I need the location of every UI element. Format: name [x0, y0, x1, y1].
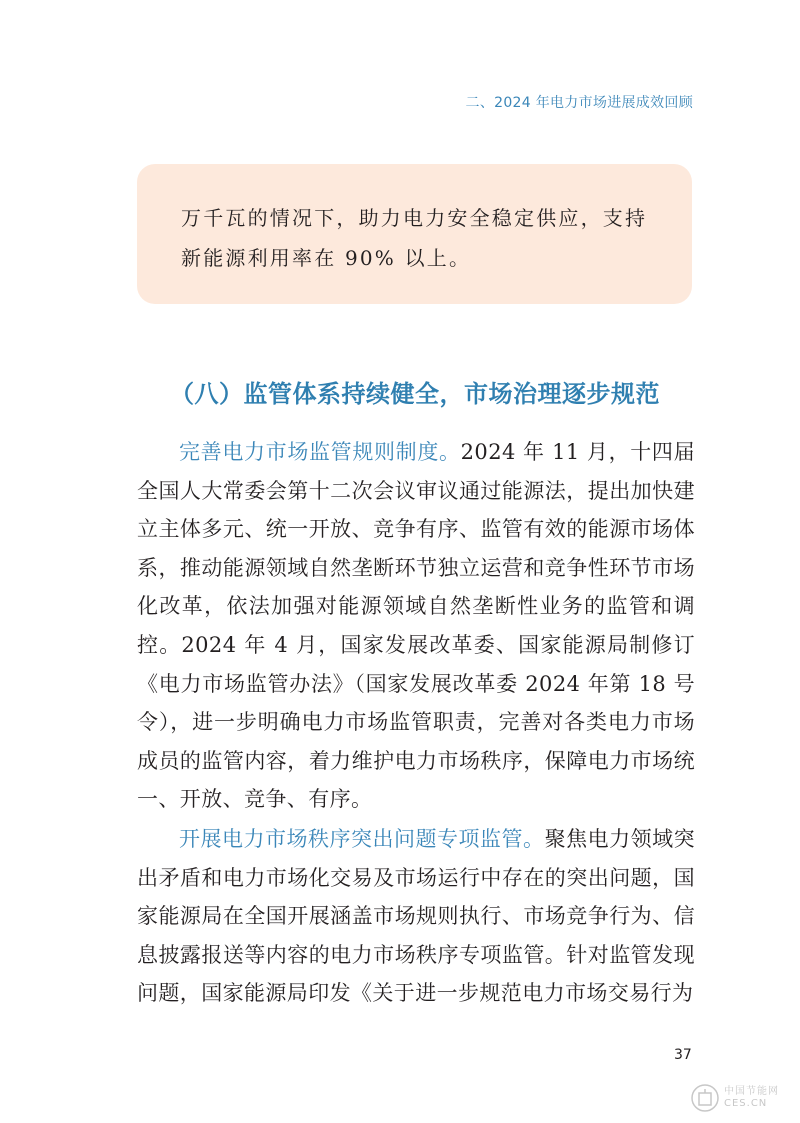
watermark-logo-icon	[690, 1083, 720, 1113]
paragraph-body: 2024 年 11 月，十四届全国人大常委会第十二次会议审议通过能源法，提出加快建立主体多元、统一开放、竞争有序、监管有效的能源市场体系，推动能源领域自然垄断环节独立运营和竞争性环节市场化改革，依法加强对能源领域自然垄断性业务的监管和调控。2024 年 4 月，国家发展改革委、国家能源局制修订《电力市场监管办法》（国家发展改革委 2024 年第 18 号令），进一步明确电力市场监管职责，完善对各类电力市场成员的监管内容，着力维护电力市场秩序，保障电力市场统一、开放、竞争、有序。	[137, 440, 695, 812]
running-header: 二、2024 年电力市场进展成效回顾	[465, 95, 693, 111]
callout-text: 万千瓦的情况下，助力电力安全稳定供应，支持新能源利用率在 90% 以上。	[181, 206, 648, 270]
paragraph-lead: 完善电力市场监管规则制度。	[179, 440, 461, 464]
watermark-text-en: CES.CN	[724, 1098, 768, 1109]
paragraph-lead: 开展电力市场秩序突出问题专项监管。	[179, 827, 545, 851]
section-title: （八）监管体系持续健全，市场治理逐步规范	[170, 380, 660, 408]
paragraph-regulation-rules	[137, 433, 695, 819]
watermark-text-cn: 中国节能网	[724, 1086, 779, 1097]
paragraph-special-supervision	[137, 820, 695, 1013]
callout-box	[137, 164, 692, 304]
watermark	[690, 1078, 800, 1118]
paragraph-body: 聚焦电力领域突出矛盾和电力市场化交易及市场运行中存在的突出问题，国家能源局在全国开展涵盖市场规则执行、市场竞争行为、信息披露报送等内容的电力市场秩序专项监管。针对监管发现问题，国家能源局印发《关于进一步规范电力市场交易行为	[137, 827, 695, 1006]
page-number: 37	[674, 1047, 692, 1063]
